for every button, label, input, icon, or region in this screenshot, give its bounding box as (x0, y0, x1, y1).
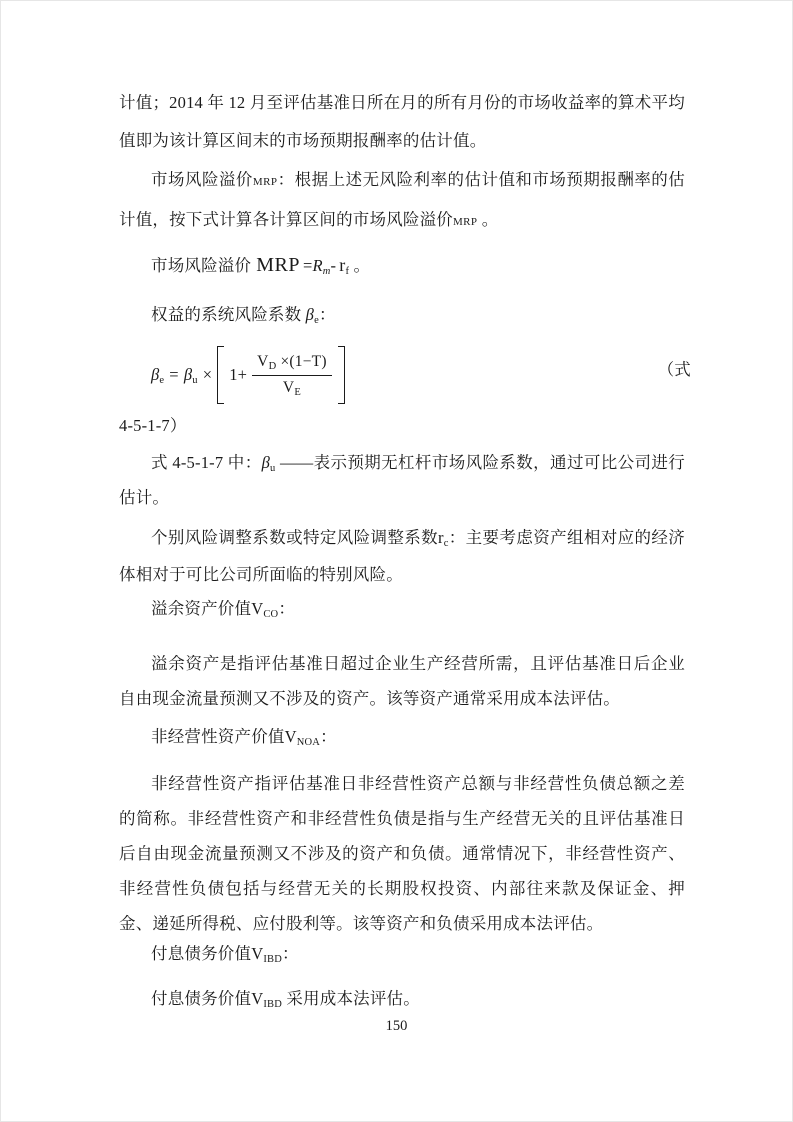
subscript-ibd: IBD (263, 999, 283, 1010)
multiplication-sign: × (202, 365, 213, 384)
value-symbol: V (284, 727, 297, 746)
equation-number: 4-5-1-7） (119, 416, 187, 435)
subscript-d: D (268, 361, 277, 373)
text-run: ： (278, 599, 296, 618)
value-symbol: V (251, 599, 264, 618)
mrp-abbreviation: MRP (252, 176, 278, 188)
subscript-co: CO (263, 609, 279, 620)
paragraph-mrp-definition (119, 161, 685, 241)
beta-u-term (184, 365, 198, 385)
beta-equation (151, 336, 345, 414)
subscript-e: e (314, 315, 319, 326)
subscript-u: u (270, 463, 276, 474)
text-run: 非经营性资产价值 (151, 727, 285, 746)
value-symbol: V (251, 989, 264, 1008)
text-run: 式 4-5-1-7 中： (151, 453, 262, 472)
text-run: 付息债务价值 (151, 944, 252, 963)
text-run: 采用成本法评估。 (282, 989, 420, 1008)
text-run: ： (282, 944, 299, 963)
heading-nonoperating-assets (119, 719, 685, 754)
fraction-numerator (252, 352, 332, 374)
heading-surplus-assets (119, 591, 685, 626)
text-run: ：主要考虑资产组相对应的经济体相对于可比公司所面临的特别风险。 (119, 528, 685, 584)
right-bracket (338, 346, 345, 404)
fraction (252, 352, 332, 397)
mrp-abbreviation: MRP (453, 216, 478, 228)
subscript-u: u (192, 375, 198, 386)
subscript-e: e (159, 375, 165, 386)
subscript-ibd: IBD (263, 954, 283, 965)
formula-label: 市场风险溢价 (151, 256, 252, 275)
text-run: 个别风险调整系数或特定风险调整系数 (151, 528, 439, 547)
subscript-e-cap: E (294, 386, 301, 398)
beta-symbol: β (305, 305, 315, 324)
heading-interest-bearing-debt (119, 936, 685, 971)
beta-symbol: β (261, 453, 271, 472)
equity-value-symbol: V (282, 378, 295, 396)
paragraph-interest-bearing-debt (119, 981, 685, 1016)
equation-tag-open: （式 (657, 360, 691, 379)
paragraph-carryover: 计值；2014 年 12 月至评估基准日所在月的所有月份的市场收益率的算术平均值即为该计算区间末的市场预期报酬率的估计值。 (119, 93, 685, 150)
page-number: 150 (385, 1018, 408, 1034)
value-symbol: V (251, 944, 264, 963)
tax-term: ×(1−T) (276, 353, 327, 371)
market-return-symbol: R (312, 256, 323, 275)
subscript-f: f (345, 266, 350, 277)
formula-beta (119, 336, 691, 414)
mrp-symbol: MRP (256, 254, 300, 276)
formula-mrp (119, 246, 685, 285)
subscript-c: c (443, 538, 449, 549)
paragraph-specific-risk (119, 519, 685, 593)
one-plus-term: 1+ (229, 365, 248, 384)
text-run: ： (320, 727, 337, 746)
riskfree-rate-symbol: r (339, 255, 346, 275)
beta-symbol: β (151, 365, 160, 384)
paragraph-equation-explanation (119, 445, 685, 515)
text-run: ： (318, 305, 336, 324)
text-run: 溢余资产价值 (151, 599, 252, 618)
subscript-noa: NOA (296, 737, 321, 748)
text-run: 付息债务价值 (151, 989, 252, 1008)
equals-sign: = (169, 365, 179, 384)
text-run: 权益的系统风险系数 (151, 305, 302, 324)
paragraph-nonoperating-assets: 非经营性资产指评估基准日非经营性资产总额与非经营性负债总额之差的简称。非经营性资产和非经营性负债是指与生产经营无关的且评估基准日后自由现金流量预测又不涉及的资产和负债。通常情况下，非经营性资产、非经营性负债包括与经营无关的长期股权投资、内部往来款及保证金、押金、递延所得税、应付股利等。该等资产和负债采用成本法评估。 (119, 774, 685, 933)
fraction-denominator (252, 375, 332, 398)
text-run: 。 (477, 210, 499, 229)
paragraph-surplus-assets: 溢余资产是指评估基准日超过企业生产经营所需，且评估基准日后企业自由现金流量预测又不涉及的资产。该等资产通常采用成本法评估。 (119, 654, 685, 708)
minus-sign: - (330, 256, 337, 275)
beta-symbol: β (183, 365, 193, 384)
beta-e-term (151, 365, 164, 385)
left-bracket (217, 346, 224, 404)
text-run: 。 (349, 256, 371, 275)
risk-coefficient-symbol: r (438, 528, 444, 547)
equals-sign: = (302, 256, 313, 275)
text-run: ：根据上述无风险利率的估计值和市场预期报酬率的估计值，按下式计算各计算区间的市场风险溢价 (119, 170, 685, 229)
text-run: 市场风险溢价 (151, 170, 253, 189)
paragraph-beta-intro (119, 296, 685, 334)
text-run: ——表示预期无杠杆市场风险系数，通过可比公司进行估计。 (119, 453, 685, 507)
subscript-m: m (322, 266, 331, 277)
debt-value-symbol: V (257, 353, 269, 371)
